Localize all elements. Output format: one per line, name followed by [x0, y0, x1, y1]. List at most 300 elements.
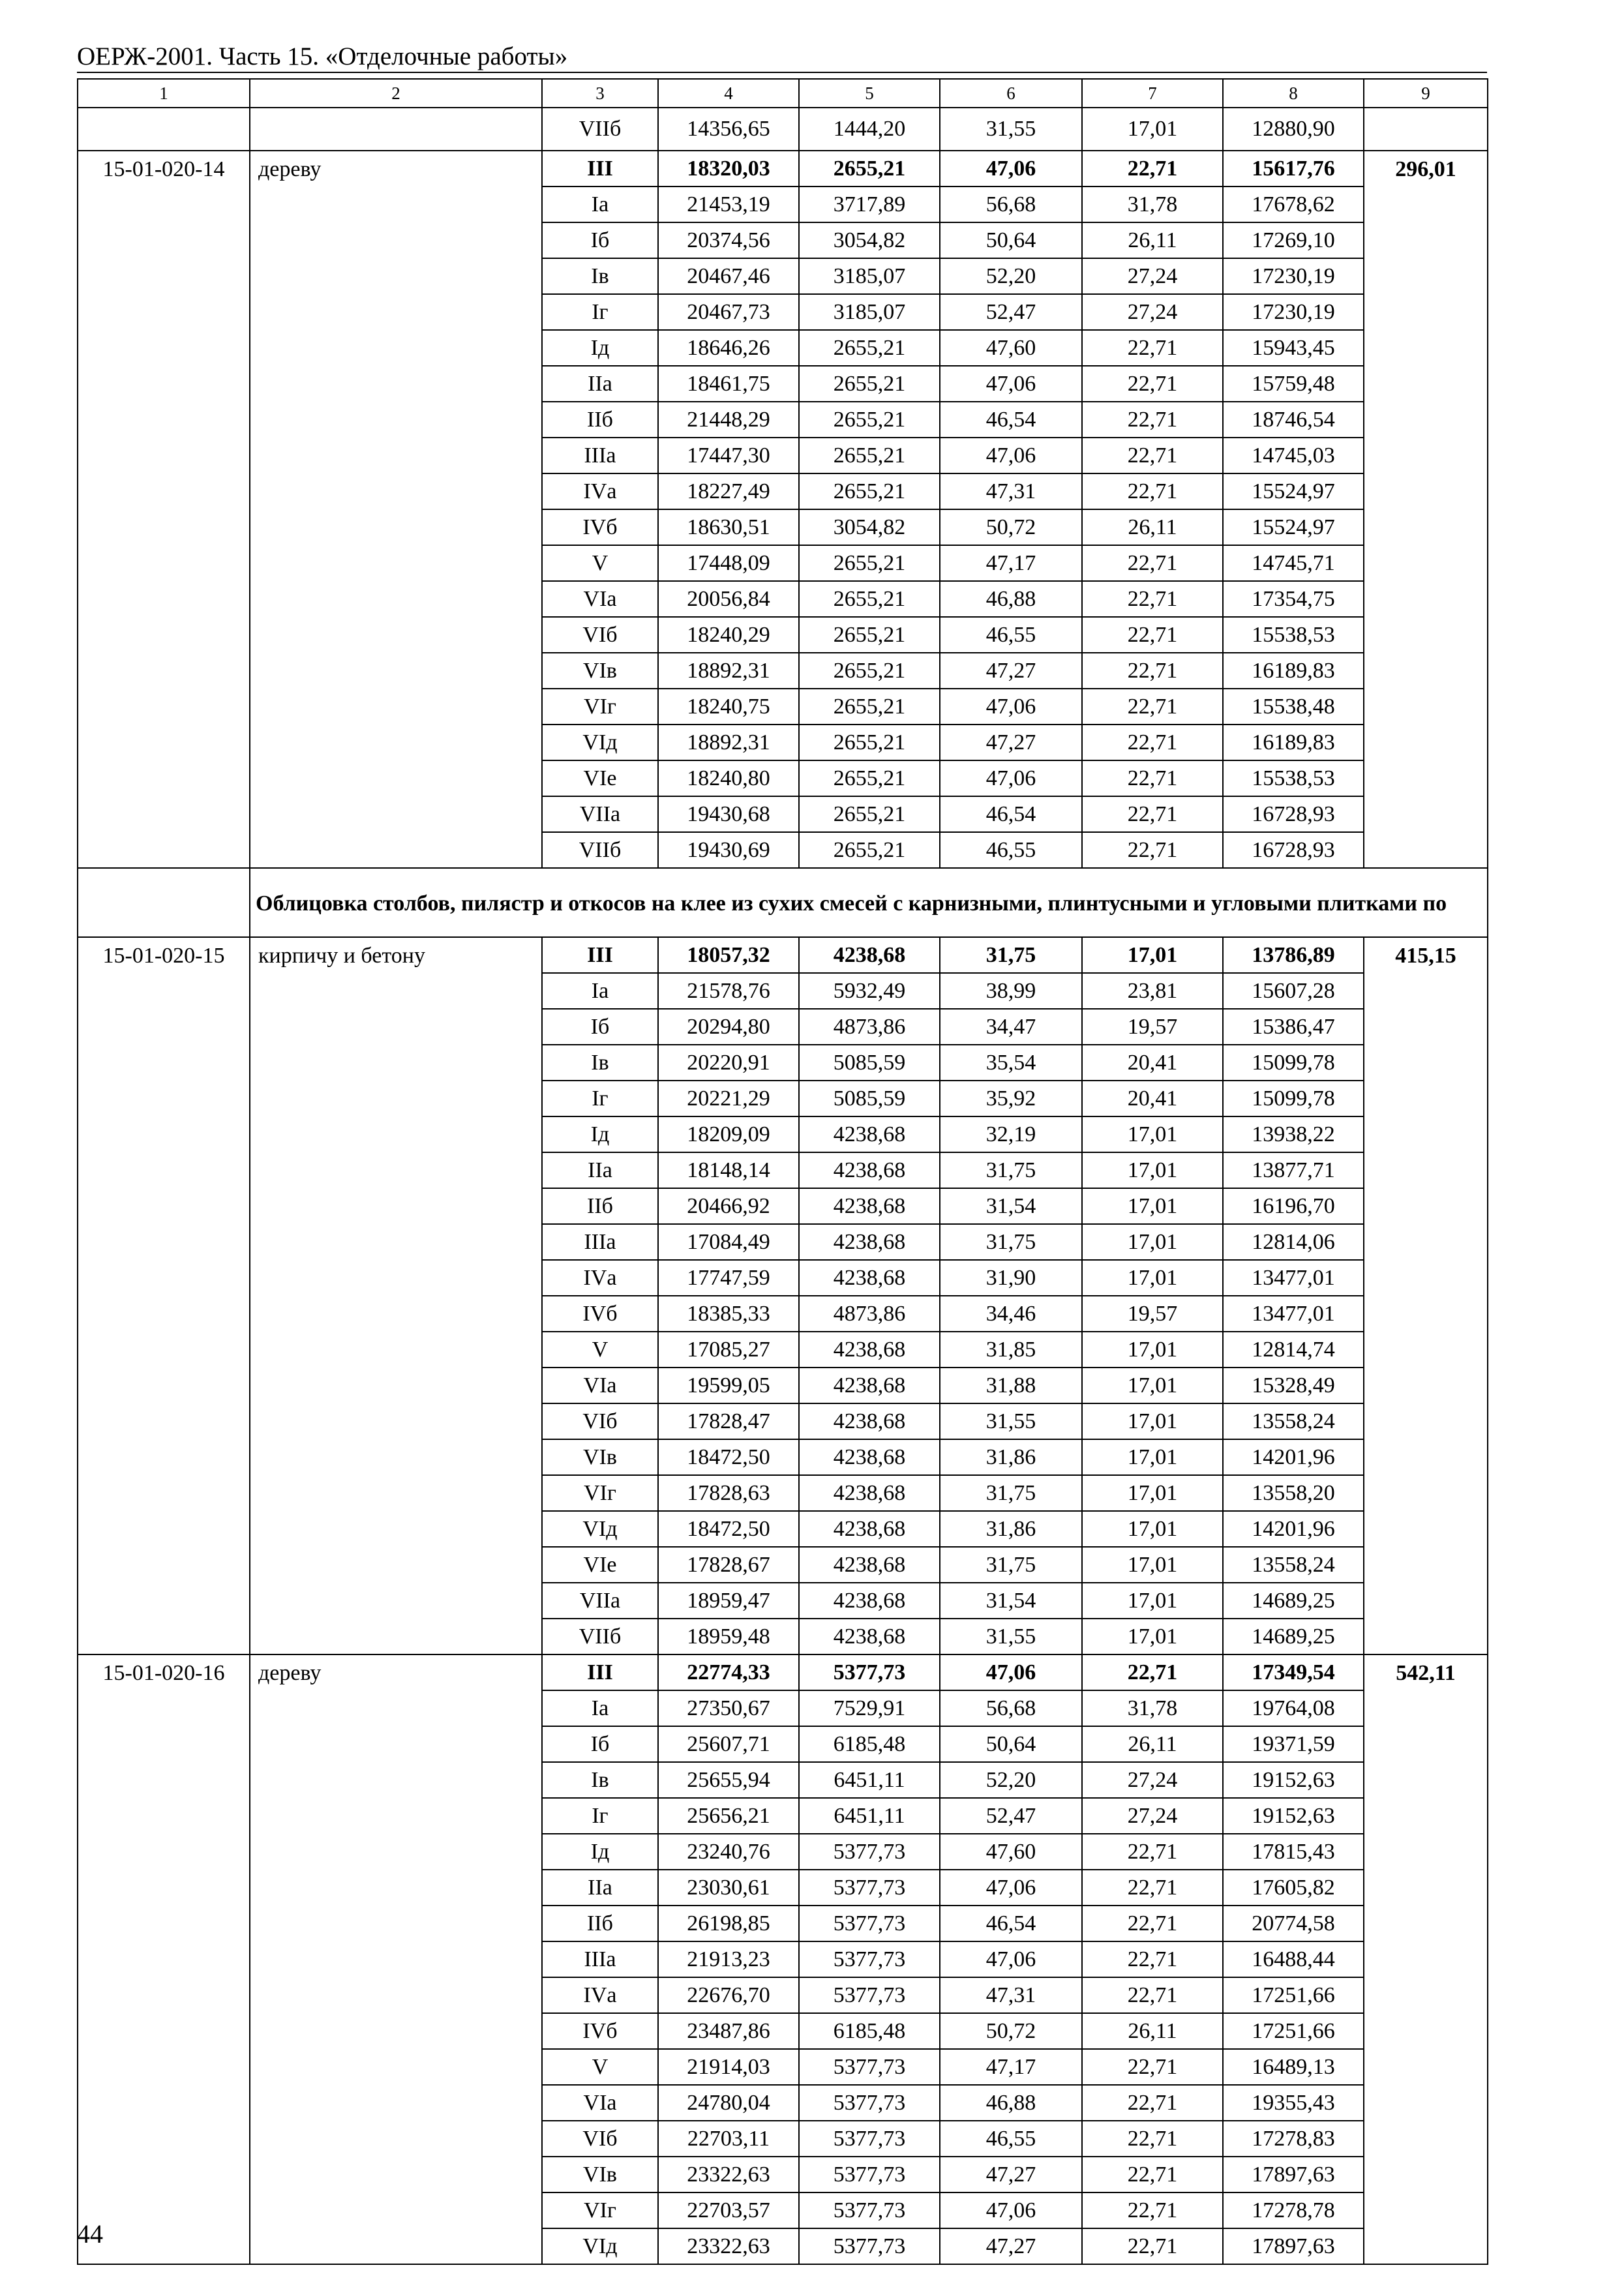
direct-cost-cell: 14356,65 [658, 108, 799, 151]
direct-cost-cell: 20220,91 [658, 1045, 799, 1081]
labor-cost-cell: 5085,59 [799, 1045, 940, 1081]
labor-cost-cell: 4238,68 [799, 1403, 940, 1439]
direct-cost-cell: 18472,50 [658, 1439, 799, 1475]
material-cost-cell: 16189,83 [1223, 725, 1364, 760]
labor-cost-cell: 4238,68 [799, 1619, 940, 1654]
section-row [78, 868, 1488, 937]
operator-wage-cell: 22,71 [1082, 689, 1223, 725]
operator-wage-cell: 22,71 [1082, 473, 1223, 509]
material-cost-cell: 12814,74 [1223, 1332, 1364, 1368]
operator-wage-cell: 22,71 [1082, 366, 1223, 402]
operator-wage-cell: 22,71 [1082, 2049, 1223, 2085]
zone-cell: VIб [542, 617, 658, 653]
zone-cell: IIIа [542, 438, 658, 473]
direct-cost-cell: 17085,27 [658, 1332, 799, 1368]
operator-wage-cell: 26,11 [1082, 509, 1223, 545]
operator-wage-cell: 20,41 [1082, 1045, 1223, 1081]
machine-cost-cell: 47,06 [940, 366, 1082, 402]
direct-cost-cell: 21578,76 [658, 973, 799, 1009]
material-cost-cell: 16489,13 [1223, 2049, 1364, 2085]
labor-cost-cell: 4238,68 [799, 1188, 940, 1224]
machine-cost-cell: 46,55 [940, 2121, 1082, 2157]
direct-cost-cell: 18959,48 [658, 1619, 799, 1654]
zone-cell: IIб [542, 1906, 658, 1941]
material-cost-cell: 15538,53 [1223, 760, 1364, 796]
machine-cost-cell: 47,27 [940, 725, 1082, 760]
labor-cost-cell: 5932,49 [799, 973, 940, 1009]
labor-cost-cell: 4238,68 [799, 1439, 940, 1475]
zone-cell: Iа [542, 1690, 658, 1726]
operator-wage-cell: 20,41 [1082, 1081, 1223, 1116]
material-cost-cell: 14201,96 [1223, 1511, 1364, 1547]
operator-wage-cell: 22,71 [1082, 2228, 1223, 2264]
material-cost-cell: 15099,78 [1223, 1045, 1364, 1081]
direct-cost-cell: 23030,61 [658, 1870, 799, 1906]
direct-cost-cell: 22774,33 [658, 1654, 799, 1690]
zone-cell: VIIб [542, 832, 658, 868]
material-cost-cell: 12814,06 [1223, 1224, 1364, 1260]
page-number: 44 [77, 2219, 103, 2249]
zone-cell: Iд [542, 1834, 658, 1870]
zone-cell: VIб [542, 2121, 658, 2157]
machine-cost-cell: 47,06 [940, 151, 1082, 187]
direct-cost-cell: 18385,33 [658, 1296, 799, 1332]
column-number: 9 [1364, 79, 1488, 108]
zone-cell: III [542, 151, 658, 187]
operator-wage-cell: 17,01 [1082, 1619, 1223, 1654]
material-cost-cell: 13558,24 [1223, 1547, 1364, 1583]
table-row [78, 151, 1488, 187]
direct-cost-cell: 23240,76 [658, 1834, 799, 1870]
material-cost-cell: 15607,28 [1223, 973, 1364, 1009]
section-blank-cell [78, 868, 250, 937]
labor-cost-cell: 3185,07 [799, 258, 940, 294]
zone-cell: IIа [542, 366, 658, 402]
item-code: 15-01-020-15 [78, 937, 250, 1654]
zone-cell: IIIа [542, 1941, 658, 1977]
machine-cost-cell: 47,06 [940, 1654, 1082, 1690]
operator-wage-cell: 22,71 [1082, 581, 1223, 617]
machine-cost-cell: 35,92 [940, 1081, 1082, 1116]
labor-cost-cell: 6185,48 [799, 1726, 940, 1762]
material-cost-cell: 13877,71 [1223, 1152, 1364, 1188]
zone-cell: Iд [542, 1116, 658, 1152]
machine-cost-cell: 46,55 [940, 832, 1082, 868]
material-cost-cell: 17678,62 [1223, 187, 1364, 222]
table-row [78, 937, 1488, 973]
material-cost-cell: 17815,43 [1223, 1834, 1364, 1870]
labor-cost-cell: 5377,73 [799, 1654, 940, 1690]
labor-cost-cell: 5377,73 [799, 1977, 940, 2013]
direct-cost-cell: 19430,68 [658, 796, 799, 832]
zone-cell: VIIа [542, 1583, 658, 1619]
operator-wage-cell: 22,71 [1082, 2121, 1223, 2157]
zone-cell: IIб [542, 1188, 658, 1224]
zone-cell: Iб [542, 222, 658, 258]
operator-wage-cell: 17,01 [1082, 1152, 1223, 1188]
zone-cell: VIа [542, 1368, 658, 1403]
operator-wage-cell: 17,01 [1082, 1439, 1223, 1475]
zone-cell: IVа [542, 473, 658, 509]
operator-wage-cell: 22,71 [1082, 1906, 1223, 1941]
zone-cell: VIа [542, 581, 658, 617]
direct-cost-cell: 22703,57 [658, 2192, 799, 2228]
machine-cost-cell: 31,86 [940, 1439, 1082, 1475]
machine-cost-cell: 46,54 [940, 1906, 1082, 1941]
machine-cost-cell: 47,27 [940, 2228, 1082, 2264]
item-code: 15-01-020-16 [78, 1654, 250, 2264]
material-cost-cell: 19371,59 [1223, 1726, 1364, 1762]
direct-cost-cell: 21448,29 [658, 402, 799, 438]
page-header: ОЕРЖ-2001. Часть 15. «Отделочные работы» [77, 42, 568, 70]
labor-cost-cell: 5377,73 [799, 1906, 940, 1941]
machine-cost-cell: 46,54 [940, 402, 1082, 438]
direct-cost-cell: 23487,86 [658, 2013, 799, 2049]
labor-cost-cell: 3054,82 [799, 222, 940, 258]
operator-wage-cell: 22,71 [1082, 402, 1223, 438]
direct-cost-cell: 20467,46 [658, 258, 799, 294]
machine-cost-cell: 50,64 [940, 222, 1082, 258]
price-table [77, 78, 1488, 2265]
material-cost-cell: 16488,44 [1223, 1941, 1364, 1977]
labor-cost-cell: 4873,86 [799, 1296, 940, 1332]
direct-cost-cell: 21913,23 [658, 1941, 799, 1977]
labor-cost-cell: 5377,73 [799, 1870, 940, 1906]
operator-wage-cell: 22,71 [1082, 438, 1223, 473]
operator-wage-cell: 22,71 [1082, 1977, 1223, 2013]
column-number: 4 [658, 79, 799, 108]
material-cost-cell: 15099,78 [1223, 1081, 1364, 1116]
labor-cost-cell: 2655,21 [799, 473, 940, 509]
material-cost-cell: 14689,25 [1223, 1583, 1364, 1619]
column-number: 6 [940, 79, 1082, 108]
zone-cell: VIIб [542, 108, 658, 151]
material-cost-cell: 16728,93 [1223, 832, 1364, 868]
machine-cost-cell: 47,06 [940, 760, 1082, 796]
operator-wage-cell: 22,71 [1082, 760, 1223, 796]
machine-cost-cell: 34,46 [940, 1296, 1082, 1332]
operator-wage-cell: 22,71 [1082, 617, 1223, 653]
machine-cost-cell: 31,54 [940, 1583, 1082, 1619]
machine-cost-cell: 47,17 [940, 2049, 1082, 2085]
operator-wage-cell: 22,71 [1082, 2192, 1223, 2228]
operator-wage-cell: 17,01 [1082, 1403, 1223, 1439]
machine-cost-cell: 38,99 [940, 973, 1082, 1009]
table-row [78, 108, 1488, 151]
machine-cost-cell: 47,60 [940, 1834, 1082, 1870]
material-cost-cell: 13477,01 [1223, 1296, 1364, 1332]
direct-cost-cell: 18320,03 [658, 151, 799, 187]
labor-cost-cell: 4238,68 [799, 1224, 940, 1260]
direct-cost-cell: 17084,49 [658, 1224, 799, 1260]
direct-cost-cell: 18240,80 [658, 760, 799, 796]
material-cost-cell: 14745,71 [1223, 545, 1364, 581]
machine-cost-cell: 56,68 [940, 187, 1082, 222]
zone-cell: IVа [542, 1977, 658, 2013]
operator-wage-cell: 17,01 [1082, 1475, 1223, 1511]
zone-cell: VIа [542, 2085, 658, 2121]
direct-cost-cell: 27350,67 [658, 1690, 799, 1726]
material-cost-cell: 15943,45 [1223, 330, 1364, 366]
direct-cost-cell: 18630,51 [658, 509, 799, 545]
machine-cost-cell: 31,75 [940, 1152, 1082, 1188]
zone-cell: IIб [542, 402, 658, 438]
labor-cost-cell: 4238,68 [799, 1511, 940, 1547]
material-cost-cell: 17230,19 [1223, 258, 1364, 294]
labor-cost-cell: 5377,73 [799, 1834, 940, 1870]
zone-cell: VIг [542, 2192, 658, 2228]
operator-wage-cell: 22,71 [1082, 725, 1223, 760]
material-cost-cell: 13558,24 [1223, 1403, 1364, 1439]
direct-cost-cell: 17448,09 [658, 545, 799, 581]
machine-cost-cell: 50,72 [940, 2013, 1082, 2049]
zone-cell: V [542, 1332, 658, 1368]
direct-cost-cell: 24780,04 [658, 2085, 799, 2121]
material-cost-cell: 15538,48 [1223, 689, 1364, 725]
direct-cost-cell: 18209,09 [658, 1116, 799, 1152]
operator-wage-cell: 17,01 [1082, 1332, 1223, 1368]
labor-cost-cell: 2655,21 [799, 366, 940, 402]
machine-cost-cell: 31,55 [940, 1403, 1082, 1439]
labor-cost-cell: 5377,73 [799, 2157, 940, 2192]
operator-wage-cell: 22,71 [1082, 1654, 1223, 1690]
zone-cell: Iг [542, 1081, 658, 1116]
machine-cost-cell: 46,88 [940, 581, 1082, 617]
zone-cell: IVа [542, 1260, 658, 1296]
material-cost-cell: 17349,54 [1223, 1654, 1364, 1690]
operator-wage-cell: 22,71 [1082, 1834, 1223, 1870]
zone-cell: Iв [542, 1045, 658, 1081]
operator-wage-cell: 27,24 [1082, 1762, 1223, 1798]
labor-cost-cell: 6451,11 [799, 1762, 940, 1798]
direct-cost-cell: 22703,11 [658, 2121, 799, 2157]
operator-wage-cell: 22,71 [1082, 796, 1223, 832]
machine-cost-cell: 31,85 [940, 1332, 1082, 1368]
column-number: 3 [542, 79, 658, 108]
machine-cost-cell: 47,06 [940, 1941, 1082, 1977]
labor-total: 542,11 [1364, 1654, 1488, 2264]
direct-cost-cell: 25607,71 [658, 1726, 799, 1762]
labor-cost-cell: 2655,21 [799, 438, 940, 473]
item-code: 15-01-020-14 [78, 151, 250, 868]
operator-wage-cell: 17,01 [1082, 1260, 1223, 1296]
machine-cost-cell: 47,27 [940, 2157, 1082, 2192]
direct-cost-cell: 21453,19 [658, 187, 799, 222]
operator-wage-cell: 22,71 [1082, 330, 1223, 366]
material-cost-cell: 17354,75 [1223, 581, 1364, 617]
material-cost-cell: 19152,63 [1223, 1798, 1364, 1834]
labor-cost-cell: 4238,68 [799, 1368, 940, 1403]
zone-cell: IIIа [542, 1224, 658, 1260]
direct-cost-cell: 19599,05 [658, 1368, 799, 1403]
operator-wage-cell: 27,24 [1082, 294, 1223, 330]
operator-wage-cell: 27,24 [1082, 258, 1223, 294]
material-cost-cell: 18746,54 [1223, 402, 1364, 438]
operator-wage-cell: 22,71 [1082, 2085, 1223, 2121]
direct-cost-cell: 18240,75 [658, 689, 799, 725]
machine-cost-cell: 46,54 [940, 796, 1082, 832]
labor-cost-cell: 2655,21 [799, 151, 940, 187]
material-cost-cell: 15617,76 [1223, 151, 1364, 187]
machine-cost-cell: 31,90 [940, 1260, 1082, 1296]
direct-cost-cell: 17747,59 [658, 1260, 799, 1296]
machine-cost-cell: 31,54 [940, 1188, 1082, 1224]
machine-cost-cell: 31,75 [940, 1547, 1082, 1583]
zone-cell: V [542, 545, 658, 581]
material-cost-cell: 13477,01 [1223, 1260, 1364, 1296]
labor-cost-cell: 2655,21 [799, 725, 940, 760]
machine-cost-cell: 52,20 [940, 258, 1082, 294]
material-cost-cell: 19355,43 [1223, 2085, 1364, 2121]
labor-cost-cell: 2655,21 [799, 402, 940, 438]
operator-wage-cell: 17,01 [1082, 108, 1223, 151]
material-cost-cell: 13786,89 [1223, 937, 1364, 973]
direct-cost-cell: 17447,30 [658, 438, 799, 473]
operator-wage-cell: 19,57 [1082, 1296, 1223, 1332]
item-name [250, 108, 542, 151]
operator-wage-cell: 22,71 [1082, 1870, 1223, 1906]
column-number: 2 [250, 79, 542, 108]
zone-cell: Iб [542, 1726, 658, 1762]
material-cost-cell: 12880,90 [1223, 108, 1364, 151]
zone-cell: IIа [542, 1152, 658, 1188]
zone-cell: VIд [542, 1511, 658, 1547]
material-cost-cell: 16189,83 [1223, 653, 1364, 689]
direct-cost-cell: 18227,49 [658, 473, 799, 509]
zone-cell: VIIб [542, 1619, 658, 1654]
item-name: дереву [250, 151, 542, 868]
zone-cell: VIв [542, 653, 658, 689]
machine-cost-cell: 50,72 [940, 509, 1082, 545]
machine-cost-cell: 35,54 [940, 1045, 1082, 1081]
zone-cell: VIIа [542, 796, 658, 832]
operator-wage-cell: 31,78 [1082, 1690, 1223, 1726]
direct-cost-cell: 18892,31 [658, 653, 799, 689]
direct-cost-cell: 22676,70 [658, 1977, 799, 2013]
operator-wage-cell: 26,11 [1082, 1726, 1223, 1762]
labor-cost-cell: 2655,21 [799, 689, 940, 725]
labor-cost-cell: 4238,68 [799, 1332, 940, 1368]
direct-cost-cell: 25656,21 [658, 1798, 799, 1834]
machine-cost-cell: 47,17 [940, 545, 1082, 581]
material-cost-cell: 17230,19 [1223, 294, 1364, 330]
column-number-row [78, 79, 1488, 108]
material-cost-cell: 19152,63 [1223, 1762, 1364, 1798]
machine-cost-cell: 31,75 [940, 937, 1082, 973]
zone-cell: VIв [542, 2157, 658, 2192]
machine-cost-cell: 34,47 [940, 1009, 1082, 1045]
direct-cost-cell: 23322,63 [658, 2157, 799, 2192]
column-number: 8 [1223, 79, 1364, 108]
material-cost-cell: 13938,22 [1223, 1116, 1364, 1152]
labor-total: 296,01 [1364, 151, 1488, 868]
column-number: 7 [1082, 79, 1223, 108]
labor-cost-cell: 2655,21 [799, 653, 940, 689]
direct-cost-cell: 18472,50 [658, 1511, 799, 1547]
material-cost-cell: 15386,47 [1223, 1009, 1364, 1045]
column-number: 1 [78, 79, 250, 108]
labor-cost-cell: 2655,21 [799, 760, 940, 796]
operator-wage-cell: 27,24 [1082, 1798, 1223, 1834]
material-cost-cell: 14689,25 [1223, 1619, 1364, 1654]
direct-cost-cell: 18646,26 [658, 330, 799, 366]
material-cost-cell: 15538,53 [1223, 617, 1364, 653]
direct-cost-cell: 20374,56 [658, 222, 799, 258]
machine-cost-cell: 31,55 [940, 108, 1082, 151]
zone-cell: V [542, 2049, 658, 2085]
direct-cost-cell: 17828,63 [658, 1475, 799, 1511]
material-cost-cell: 20774,58 [1223, 1906, 1364, 1941]
item-name: дереву [250, 1654, 542, 2264]
labor-cost-cell: 7529,91 [799, 1690, 940, 1726]
zone-cell: VIг [542, 1475, 658, 1511]
labor-cost-cell: 4238,68 [799, 1152, 940, 1188]
labor-cost-cell: 2655,21 [799, 617, 940, 653]
zone-cell: VIб [542, 1403, 658, 1439]
labor-cost-cell: 4238,68 [799, 1583, 940, 1619]
labor-cost-cell: 3054,82 [799, 509, 940, 545]
labor-cost-cell: 5085,59 [799, 1081, 940, 1116]
machine-cost-cell: 31,75 [940, 1475, 1082, 1511]
direct-cost-cell: 19430,69 [658, 832, 799, 868]
material-cost-cell: 17278,78 [1223, 2192, 1364, 2228]
zone-cell: Iг [542, 294, 658, 330]
labor-cost-cell: 6451,11 [799, 1798, 940, 1834]
material-cost-cell: 17251,66 [1223, 2013, 1364, 2049]
labor-cost-cell: 2655,21 [799, 545, 940, 581]
zone-cell: IIа [542, 1870, 658, 1906]
machine-cost-cell: 52,47 [940, 294, 1082, 330]
operator-wage-cell: 17,01 [1082, 1583, 1223, 1619]
operator-wage-cell: 17,01 [1082, 937, 1223, 973]
zone-cell: VIе [542, 760, 658, 796]
direct-cost-cell: 20221,29 [658, 1081, 799, 1116]
zone-cell: Iг [542, 1798, 658, 1834]
machine-cost-cell: 46,88 [940, 2085, 1082, 2121]
operator-wage-cell: 22,71 [1082, 1941, 1223, 1977]
header-rule [77, 72, 1487, 73]
material-cost-cell: 17278,83 [1223, 2121, 1364, 2157]
labor-cost-cell: 2655,21 [799, 330, 940, 366]
machine-cost-cell: 47,27 [940, 653, 1082, 689]
labor-cost-cell: 5377,73 [799, 2121, 940, 2157]
labor-cost-cell: 5377,73 [799, 2192, 940, 2228]
direct-cost-cell: 18461,75 [658, 366, 799, 402]
zone-cell: VIд [542, 2228, 658, 2264]
section-title: Облицовка столбов, пилястр и откосов на клее из сухих смесей с карнизными, плинтусными и угловыми плитками по [250, 868, 1488, 937]
zone-cell: Iв [542, 258, 658, 294]
material-cost-cell: 19764,08 [1223, 1690, 1364, 1726]
item-name: кирпичу и бетону [250, 937, 542, 1654]
zone-cell: Iа [542, 187, 658, 222]
material-cost-cell: 15524,97 [1223, 473, 1364, 509]
machine-cost-cell: 31,75 [940, 1224, 1082, 1260]
zone-cell: IVб [542, 1296, 658, 1332]
machine-cost-cell: 52,20 [940, 1762, 1082, 1798]
zone-cell: VIв [542, 1439, 658, 1475]
labor-cost-cell: 3717,89 [799, 187, 940, 222]
direct-cost-cell: 17828,67 [658, 1547, 799, 1583]
labor-cost-cell: 4238,68 [799, 1547, 940, 1583]
zone-cell: IVб [542, 2013, 658, 2049]
labor-total: 415,15 [1364, 937, 1488, 1654]
direct-cost-cell: 20466,92 [658, 1188, 799, 1224]
machine-cost-cell: 47,31 [940, 1977, 1082, 2013]
machine-cost-cell: 50,64 [940, 1726, 1082, 1762]
direct-cost-cell: 18959,47 [658, 1583, 799, 1619]
machine-cost-cell: 47,06 [940, 1870, 1082, 1906]
operator-wage-cell: 17,01 [1082, 1188, 1223, 1224]
